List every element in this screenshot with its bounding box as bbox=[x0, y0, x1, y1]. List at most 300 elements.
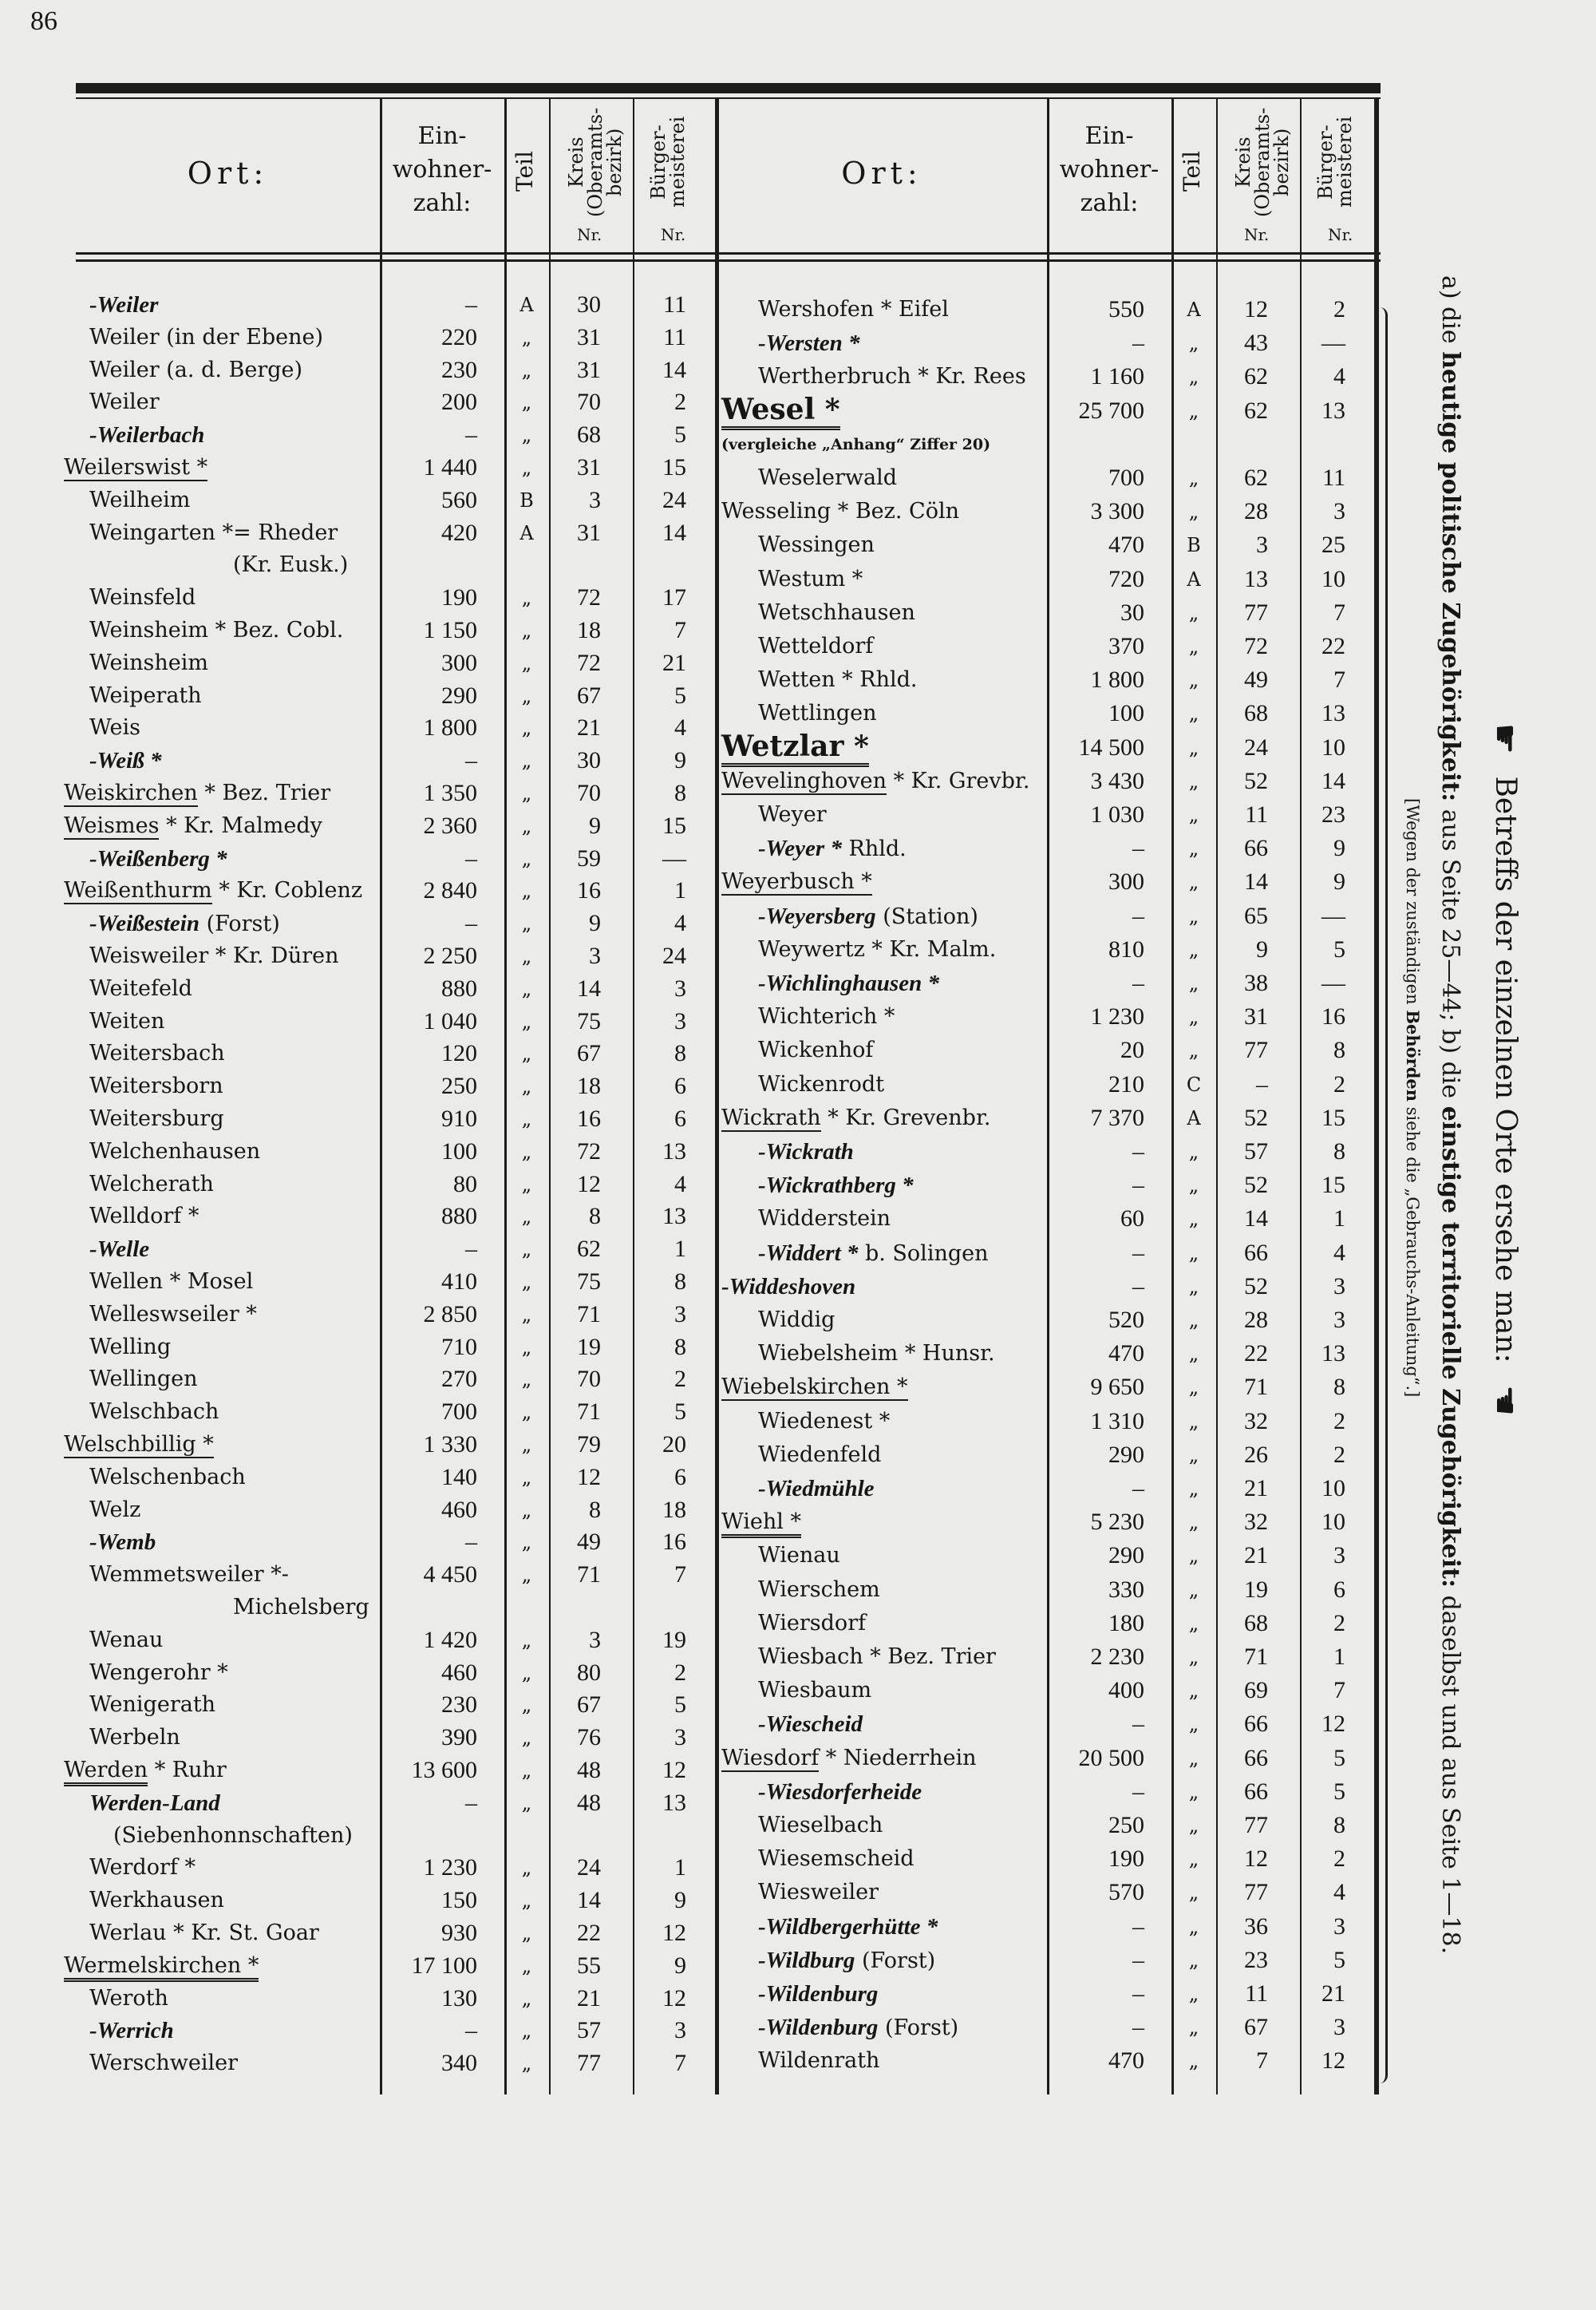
table-row bbox=[0, 1742, 1389, 1774]
buergermeisterei-nr: 5 bbox=[674, 421, 686, 449]
place-name: Weitersbach bbox=[89, 1041, 225, 1066]
kreis-nr: 75 bbox=[577, 1007, 601, 1034]
place-name: -Weiß * bbox=[89, 748, 162, 774]
buergermeisterei-nr: 8 bbox=[674, 1040, 686, 1067]
kreis-nr: 3 bbox=[589, 486, 601, 513]
place-name-cell bbox=[758, 1944, 935, 1977]
teil-code: „ bbox=[521, 1368, 532, 1391]
place-name-cell bbox=[758, 1843, 915, 1875]
header-bm-nr: Nr. bbox=[661, 225, 686, 244]
teil-code: „ bbox=[521, 1987, 532, 2010]
teil-code: „ bbox=[521, 587, 532, 610]
population: 470 bbox=[1108, 1340, 1144, 1367]
buergermeisterei-nr: 3 bbox=[1333, 498, 1345, 525]
table-row bbox=[0, 866, 1389, 898]
kreis-nr: 70 bbox=[577, 389, 601, 416]
teil-code: „ bbox=[521, 717, 532, 740]
population: – bbox=[1132, 1946, 1144, 1973]
table-row bbox=[0, 664, 1389, 696]
teil-code: A bbox=[519, 294, 534, 316]
buergermeisterei-nr: 4 bbox=[1333, 363, 1345, 390]
population: – bbox=[1132, 1172, 1144, 1199]
teil-code: „ bbox=[1188, 2016, 1199, 2039]
teil-code: „ bbox=[1188, 601, 1199, 624]
kreis-nr: 72 bbox=[577, 1137, 601, 1165]
buergermeisterei-nr: 12 bbox=[662, 1757, 686, 1783]
top-thin-rule bbox=[76, 97, 1381, 99]
place-name: Weselerwald bbox=[758, 465, 898, 490]
table-row bbox=[0, 429, 1389, 461]
teil-code: „ bbox=[1188, 1410, 1199, 1433]
side-text-bold: einstige territorielle Zugehörigkeit: bbox=[1436, 1106, 1464, 1588]
buergermeisterei-nr: 5 bbox=[1333, 1946, 1345, 1973]
teil-code: „ bbox=[1188, 804, 1199, 826]
place-name-cell bbox=[758, 833, 907, 865]
teil-code: „ bbox=[521, 1205, 532, 1228]
buergermeisterei-nr: 9 bbox=[1333, 835, 1345, 862]
population: 250 bbox=[1108, 1812, 1144, 1838]
table-row bbox=[0, 1237, 1389, 1269]
teil-code: „ bbox=[1188, 399, 1199, 422]
place-name-cell bbox=[758, 1776, 922, 1809]
teil-code: „ bbox=[1188, 972, 1199, 995]
header-einwohnerzahl-line: zahl: bbox=[1080, 189, 1139, 217]
kreis-nr: 19 bbox=[1244, 1576, 1268, 1603]
teil-code: „ bbox=[521, 1042, 532, 1066]
population: 2 360 bbox=[423, 812, 477, 839]
place-name: Werbeln bbox=[89, 1725, 180, 1750]
population: – bbox=[1132, 1980, 1144, 2007]
kreis-nr: 52 bbox=[1244, 1272, 1268, 1299]
place-name: Wellen * Mosel bbox=[89, 1269, 254, 1294]
place-name: Widdig bbox=[758, 1307, 836, 1332]
teil-code: „ bbox=[521, 1498, 532, 1521]
kreis-nr: 66 bbox=[1244, 1744, 1268, 1771]
buergermeisterei-nr: 11 bbox=[663, 323, 686, 350]
place-qualifier: (Forst) bbox=[862, 1948, 936, 1973]
kreis-nr: 36 bbox=[1244, 1912, 1268, 1940]
kreis-nr: – bbox=[1256, 1070, 1268, 1098]
buergermeisterei-nr: 2 bbox=[674, 1659, 686, 1686]
side-text-bold: Behörden bbox=[1403, 1010, 1423, 1102]
table-row bbox=[0, 967, 1389, 999]
teil-code: „ bbox=[521, 1108, 532, 1130]
place-name: Wiesbach * Bez. Trier bbox=[758, 1644, 996, 1669]
kreis-nr: 28 bbox=[1244, 1307, 1268, 1333]
population: – bbox=[465, 910, 477, 937]
teil-code: „ bbox=[1188, 1241, 1199, 1264]
table-row bbox=[0, 2045, 1389, 2077]
place-name: Wemmetsweiler *- bbox=[89, 1562, 289, 1588]
population: – bbox=[1132, 970, 1144, 996]
teil-code: „ bbox=[1188, 1780, 1199, 1803]
place-name: Wetschhausen bbox=[758, 599, 915, 625]
buergermeisterei-nr: 7 bbox=[674, 2050, 686, 2077]
buergermeisterei-nr: 11 bbox=[663, 291, 686, 318]
buergermeisterei-nr: 12 bbox=[1321, 2047, 1345, 2075]
population: 570 bbox=[1108, 1879, 1144, 1906]
kreis-nr: 11 bbox=[1245, 801, 1268, 828]
kreis-nr: 19 bbox=[577, 1333, 601, 1360]
place-name: Wershofen * Eifel bbox=[758, 297, 949, 322]
buergermeisterei-nr: 17 bbox=[662, 584, 686, 611]
table-row bbox=[0, 729, 1389, 764]
place-name: Wildenrath bbox=[758, 2048, 880, 2074]
population: 290 bbox=[1108, 1542, 1144, 1569]
population: 1 150 bbox=[423, 617, 477, 643]
population: 3 430 bbox=[1090, 767, 1144, 794]
teil-code: „ bbox=[521, 814, 532, 837]
place-name-cell bbox=[721, 729, 869, 765]
kreis-nr: 18 bbox=[577, 1073, 601, 1100]
buergermeisterei-nr: 5 bbox=[674, 1398, 686, 1426]
place-name-cell bbox=[758, 1001, 895, 1033]
teil-code: „ bbox=[1188, 736, 1199, 759]
population: 340 bbox=[441, 2050, 477, 2077]
population: 1 310 bbox=[1090, 1407, 1144, 1434]
kreis-nr: 18 bbox=[577, 617, 601, 643]
place-name: Wieselbach bbox=[758, 1813, 883, 1837]
place-name: Weyer bbox=[758, 802, 827, 827]
teil-code: A bbox=[519, 521, 534, 544]
population: 300 bbox=[441, 649, 477, 676]
buergermeisterei-nr: 23 bbox=[1321, 801, 1345, 828]
side-text: siehe die „Gebrauchs-Anleitung“.] bbox=[1403, 1106, 1422, 1398]
population: – bbox=[465, 1789, 477, 1816]
buergermeisterei-nr: 9 bbox=[674, 1887, 686, 1914]
buergermeisterei-nr: 15 bbox=[662, 454, 686, 481]
place-name-cell bbox=[758, 934, 996, 966]
place-name: -Wiescheid bbox=[758, 1711, 863, 1738]
teil-code: „ bbox=[1188, 904, 1199, 928]
buergermeisterei-nr: 10 bbox=[1321, 1475, 1345, 1501]
population: 910 bbox=[441, 1106, 477, 1132]
buergermeisterei-nr: 1 bbox=[1333, 1644, 1345, 1670]
buergermeisterei-nr: 13 bbox=[662, 1789, 686, 1816]
place-name-cell bbox=[758, 294, 949, 326]
table-row bbox=[0, 324, 1389, 359]
kreis-nr: 14 bbox=[1244, 1205, 1268, 1232]
place-name: Wickrath bbox=[721, 1105, 821, 1130]
population: – bbox=[1132, 1711, 1144, 1738]
place-name: -Wersten * bbox=[758, 330, 860, 357]
place-name: Wiehl * bbox=[721, 1509, 801, 1538]
table-row bbox=[0, 597, 1389, 629]
place-name: Weiler (a. d. Berge) bbox=[89, 357, 303, 382]
place-name: Wengerohr * bbox=[89, 1659, 228, 1685]
population: – bbox=[465, 421, 477, 449]
population: 1 160 bbox=[1090, 363, 1144, 390]
kreis-nr: 3 bbox=[1256, 532, 1268, 559]
buergermeisterei-nr: 13 bbox=[1321, 1340, 1345, 1367]
buergermeisterei-nr: 20 bbox=[662, 1431, 686, 1458]
place-name: Wiersdorf bbox=[758, 1610, 867, 1636]
kreis-nr: 75 bbox=[577, 1268, 601, 1295]
place-name-cell bbox=[758, 462, 897, 494]
table-row bbox=[0, 1001, 1389, 1033]
buergermeisterei-nr: 15 bbox=[1321, 1172, 1345, 1199]
kreis-nr: 16 bbox=[577, 877, 601, 904]
population: 20 bbox=[1120, 1037, 1144, 1064]
population: 290 bbox=[1108, 1441, 1144, 1468]
population: 410 bbox=[441, 1268, 477, 1295]
place-name: Westum * bbox=[758, 566, 863, 591]
buergermeisterei-nr: 6 bbox=[1333, 1576, 1345, 1603]
population: 1 230 bbox=[423, 1854, 477, 1881]
table-row bbox=[0, 1102, 1389, 1134]
population: 460 bbox=[441, 1659, 477, 1686]
population: 880 bbox=[441, 1203, 477, 1230]
place-name: Wenau bbox=[89, 1627, 164, 1652]
teil-code: „ bbox=[521, 1075, 532, 1098]
buergermeisterei-nr: 19 bbox=[662, 1626, 686, 1653]
buergermeisterei-nr: 2 bbox=[1333, 1407, 1345, 1434]
population: 1 030 bbox=[1090, 801, 1144, 828]
population: 560 bbox=[441, 486, 477, 513]
kreis-nr: 7 bbox=[1256, 2047, 1268, 2075]
table-row bbox=[0, 1810, 1389, 1841]
buergermeisterei-nr: — bbox=[1321, 330, 1345, 357]
buergermeisterei-nr: 2 bbox=[674, 389, 686, 416]
kreis-nr: 70 bbox=[577, 1366, 601, 1393]
population: 550 bbox=[1108, 296, 1144, 322]
buergermeisterei-nr: 1 bbox=[674, 877, 686, 904]
place-name: Welschenbach bbox=[89, 1464, 246, 1489]
population: 230 bbox=[441, 1691, 477, 1719]
place-name-cell bbox=[758, 1574, 880, 1606]
teil-code: „ bbox=[1188, 366, 1199, 389]
teil-code: „ bbox=[1188, 1545, 1199, 1568]
place-name: Werkhausen bbox=[89, 1888, 224, 1913]
place-name-cell bbox=[758, 1641, 996, 1673]
population: 14 500 bbox=[1078, 734, 1144, 761]
kreis-nr: 28 bbox=[1244, 498, 1268, 525]
buergermeisterei-nr: 15 bbox=[1321, 1104, 1345, 1131]
buergermeisterei-nr: 8 bbox=[1333, 1812, 1345, 1838]
place-name-cell bbox=[758, 1540, 840, 1572]
kreis-nr: 8 bbox=[589, 1203, 601, 1230]
table-row bbox=[0, 1034, 1389, 1066]
kreis-nr: 66 bbox=[1244, 835, 1268, 862]
kreis-nr: 68 bbox=[577, 421, 601, 449]
place-name: Weroth bbox=[89, 1985, 168, 2011]
table-row bbox=[0, 1473, 1389, 1505]
buergermeisterei-nr: 3 bbox=[1333, 1912, 1345, 1940]
kreis-nr: 30 bbox=[577, 291, 601, 318]
place-qualifier: * Niederrhein bbox=[825, 1745, 977, 1770]
population: 2 230 bbox=[1090, 1644, 1144, 1670]
teil-code: „ bbox=[1188, 1713, 1199, 1736]
side-note-heading-text: Betreffs der einzelnen Orte ersehe man: bbox=[1489, 776, 1522, 1363]
place-name: Wiebelskirchen * bbox=[721, 1375, 908, 1400]
teil-code: „ bbox=[521, 847, 532, 870]
place-name-cell bbox=[721, 1271, 855, 1303]
teil-code: „ bbox=[521, 912, 532, 935]
place-name: Wiesbaum bbox=[758, 1678, 872, 1703]
kreis-nr: 77 bbox=[577, 2050, 601, 2077]
place-name: Weiperath bbox=[89, 682, 202, 708]
table-row bbox=[0, 361, 1389, 393]
population: 210 bbox=[1108, 1070, 1144, 1098]
population: 30 bbox=[1120, 599, 1144, 626]
buergermeisterei-nr: 4 bbox=[1333, 1879, 1345, 1906]
header-einwohnerzahl-line: wohner- bbox=[392, 156, 492, 184]
buergermeisterei-nr: 1 bbox=[674, 1236, 686, 1263]
kreis-nr: 21 bbox=[1244, 1475, 1268, 1501]
population: – bbox=[1132, 835, 1144, 862]
place-name: Weiskirchen bbox=[64, 781, 198, 805]
buergermeisterei-nr: 5 bbox=[674, 682, 686, 709]
population: 180 bbox=[1108, 1609, 1144, 1636]
population: 140 bbox=[441, 1463, 477, 1490]
kreis-nr: 62 bbox=[1244, 363, 1268, 390]
teil-code: „ bbox=[1188, 1006, 1199, 1029]
kreis-nr: 72 bbox=[577, 649, 601, 676]
place-name-cell bbox=[758, 664, 917, 696]
teil-code: „ bbox=[1188, 1848, 1199, 1871]
header-kreis: Kreis (Oberamts-bezirk) bbox=[1232, 107, 1293, 217]
teil-code: „ bbox=[521, 358, 532, 382]
header-rule-2 bbox=[76, 259, 1381, 262]
teil-code: „ bbox=[521, 651, 532, 674]
place-name: -Weyer * bbox=[758, 836, 842, 862]
teil-code: „ bbox=[521, 977, 532, 1000]
buergermeisterei-nr: — bbox=[662, 844, 686, 872]
table-row bbox=[0, 1944, 1389, 1976]
side-text: a) die bbox=[1436, 275, 1464, 344]
place-name-cell bbox=[758, 631, 873, 663]
teil-code: „ bbox=[521, 1564, 532, 1587]
table-row bbox=[0, 1776, 1389, 1808]
place-name-cell bbox=[758, 698, 877, 730]
place-name-cell bbox=[758, 1877, 879, 1909]
teil-code: „ bbox=[521, 880, 532, 903]
table-row bbox=[0, 2011, 1389, 2043]
kreis-nr: 3 bbox=[589, 1626, 601, 1653]
table-row bbox=[0, 1540, 1389, 1572]
place-name: Weiler (in der Ebene) bbox=[89, 324, 324, 350]
population: 1 420 bbox=[423, 1626, 477, 1653]
header-teil: Teil bbox=[512, 151, 538, 192]
buergermeisterei-nr: 13 bbox=[1321, 700, 1345, 727]
buergermeisterei-nr: 2 bbox=[1333, 296, 1345, 322]
population: 100 bbox=[441, 1137, 477, 1165]
population: 4 450 bbox=[423, 1561, 477, 1588]
kreis-nr: 24 bbox=[577, 1854, 601, 1881]
teil-code: „ bbox=[521, 424, 532, 447]
place-name: Wettlingen bbox=[758, 701, 877, 726]
header-einwohnerzahl-line: Ein- bbox=[417, 122, 467, 150]
place-name: -Wiedmühle bbox=[758, 1476, 875, 1501]
kreis-nr: 62 bbox=[577, 1236, 601, 1263]
table-row bbox=[0, 1169, 1389, 1201]
kreis-nr: 65 bbox=[1244, 902, 1268, 929]
place-name: Wichterich * bbox=[758, 1004, 895, 1030]
buergermeisterei-nr: 16 bbox=[1321, 1003, 1345, 1030]
kreis-nr: 77 bbox=[1244, 1879, 1268, 1906]
table-row bbox=[0, 1203, 1389, 1235]
population: 1 230 bbox=[1090, 1003, 1144, 1030]
teil-code: „ bbox=[521, 782, 532, 805]
kreis-nr: 9 bbox=[1256, 935, 1268, 963]
population: – bbox=[1132, 1778, 1144, 1805]
teil-code: „ bbox=[521, 1922, 532, 1944]
side-note-references bbox=[1436, 275, 1464, 1954]
teil-code: „ bbox=[1188, 1174, 1199, 1197]
buergermeisterei-nr: 25 bbox=[1321, 532, 1345, 559]
place-name-cell bbox=[758, 967, 939, 1000]
teil-code: „ bbox=[1188, 467, 1199, 489]
header-kreis-nr: Nr. bbox=[577, 225, 602, 244]
teil-code: „ bbox=[1188, 2050, 1199, 2073]
place-name: -Wildenburg bbox=[758, 2015, 879, 2041]
population: 1 330 bbox=[423, 1431, 477, 1458]
place-name: Welcherath bbox=[89, 1171, 214, 1197]
place-name: Widderstein bbox=[758, 1206, 891, 1232]
place-name-cell bbox=[721, 765, 1029, 797]
population: 700 bbox=[441, 1398, 477, 1426]
table-row bbox=[0, 1069, 1389, 1101]
place-name: Werden-Land bbox=[89, 1790, 220, 1816]
teil-code: „ bbox=[521, 1791, 532, 1814]
kreis-nr: 71 bbox=[1244, 1644, 1268, 1670]
place-name: -Widdeshoven bbox=[721, 1273, 856, 1299]
teil-code: „ bbox=[521, 1628, 532, 1651]
kreis-nr: 66 bbox=[1244, 1778, 1268, 1805]
place-name: Wiedenfeld bbox=[758, 1442, 882, 1467]
buergermeisterei-nr: 6 bbox=[674, 1463, 686, 1490]
buergermeisterei-nr: 16 bbox=[662, 1529, 686, 1556]
population: – bbox=[465, 1236, 477, 1263]
teil-code: „ bbox=[521, 1303, 532, 1326]
kreis-nr: 49 bbox=[577, 1529, 601, 1556]
kreis-nr: 72 bbox=[1244, 633, 1268, 659]
place-name-cell bbox=[758, 1810, 883, 1841]
population: 120 bbox=[441, 1040, 477, 1067]
place-qualifier: b. Solingen bbox=[864, 1240, 989, 1266]
place-name: Wetten * Rhld. bbox=[758, 667, 918, 693]
kreis-nr: 31 bbox=[577, 519, 601, 546]
place-qualifier: (Forst) bbox=[885, 2015, 959, 2041]
buergermeisterei-nr: 6 bbox=[674, 1106, 686, 1132]
kreis-nr: 57 bbox=[577, 2017, 601, 2044]
kreis-nr: 38 bbox=[1244, 970, 1268, 996]
pointing-hand-icon: ☛ bbox=[1484, 722, 1526, 755]
header-ort: Ort: bbox=[187, 156, 269, 191]
teil-code: „ bbox=[521, 1238, 532, 1261]
place-name: Wiesweiler bbox=[758, 1880, 879, 1905]
kreis-nr: 62 bbox=[1244, 465, 1268, 491]
buergermeisterei-nr: 9 bbox=[674, 747, 686, 774]
teil-code: „ bbox=[1188, 669, 1199, 692]
place-name-cell bbox=[758, 799, 827, 831]
place-name: Weywertz * Kr. Malm. bbox=[758, 936, 997, 962]
teil-code: „ bbox=[1188, 1039, 1199, 1062]
population: – bbox=[465, 2017, 477, 2044]
place-qualifier: * Bez. Trier bbox=[204, 781, 331, 805]
buergermeisterei-nr: 8 bbox=[1333, 1138, 1345, 1165]
place-name: -Welle bbox=[89, 1236, 150, 1263]
place-qualifier: * Kr. Coblenz bbox=[219, 878, 363, 904]
teil-code: „ bbox=[1188, 938, 1199, 961]
kreis-nr: 14 bbox=[577, 1887, 601, 1914]
place-name: Wickenrodt bbox=[758, 1071, 885, 1097]
population: – bbox=[465, 291, 477, 318]
place-qualifier: (Station) bbox=[883, 904, 978, 929]
buergermeisterei-nr: 8 bbox=[674, 1333, 686, 1360]
table-row bbox=[0, 631, 1389, 663]
place-qualifier: * Ruhr bbox=[154, 1758, 227, 1782]
